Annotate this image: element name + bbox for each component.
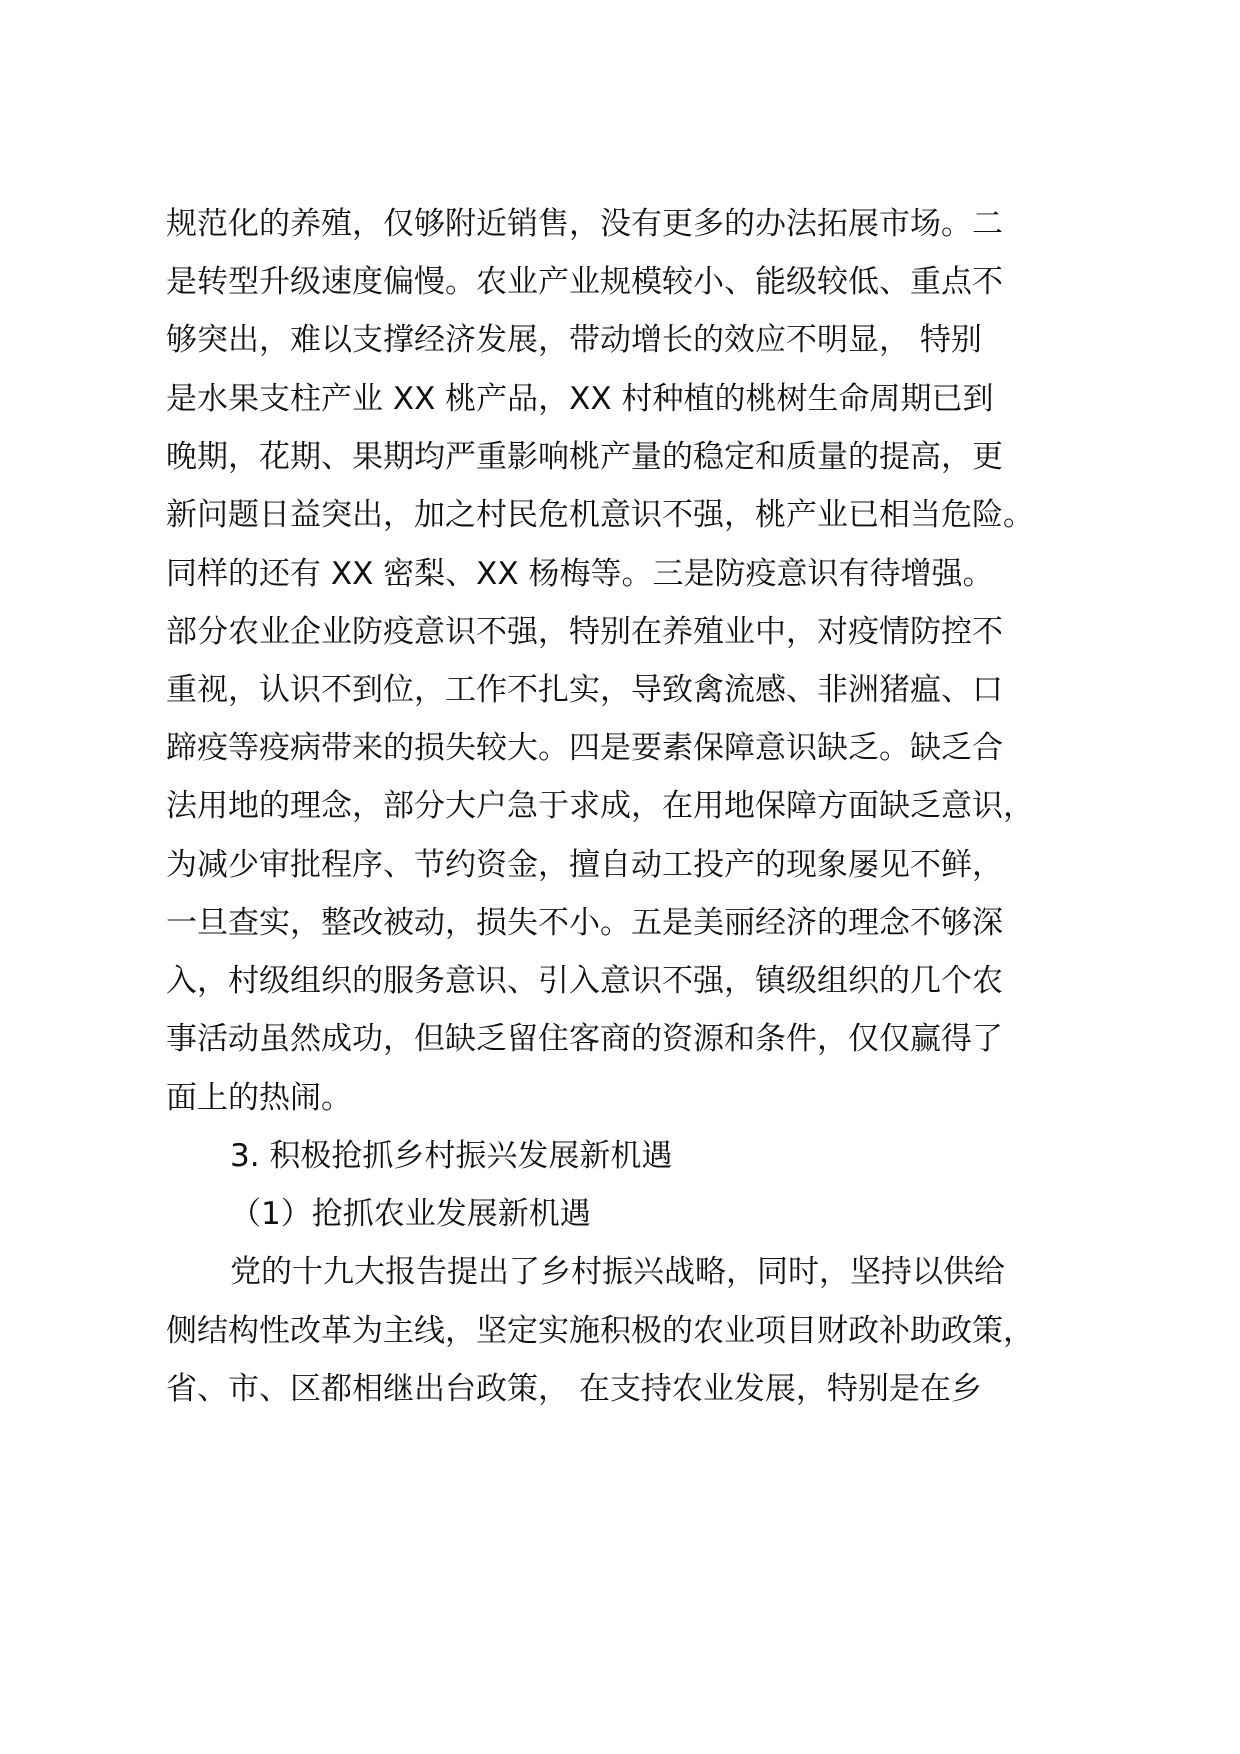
text-line: 同样的还有 XX 密梨、XX 杨梅等。三是防疫意识有待增强。 (166, 556, 994, 592)
text-line: 是转型升级速度偏慢。农业产业规模较小、能级较低、重点不 (166, 264, 1003, 300)
text-line: 省、市、区都相继出台政策， 在支持农业发展，特别是在乡 (166, 1371, 982, 1407)
text-line: 为减少审批程序、节约资金，擅自动工投产的现象屡见不鲜， (166, 847, 1003, 883)
text-line: 侧结构性改革为主线，坚定实施积极的农业项目财政补助政策， (166, 1313, 1034, 1349)
text-line: 重视，认识不到位，工作不扎实，导致禽流感、非洲猪瘟、口 (166, 672, 1003, 708)
text-line: 新问题日益突出，加之村民危机意识不强，桃产业已相当危险。 (166, 497, 1034, 533)
text-line: 规范化的养殖，仅够附近销售，没有更多的办法拓展市场。二 (166, 206, 1003, 242)
text-line: 入，村级组织的服务意识、引入意识不强，镇级组织的几个农 (166, 963, 1003, 999)
text-line: 部分农业企业防疫意识不强，特别在养殖业中，对疫情防控不 (166, 614, 1003, 650)
section-heading: 3. 积极抢抓乡村振兴发展新机遇 (230, 1138, 673, 1174)
text-line: 事活动虽然成功，但缺乏留住客商的资源和条件，仅仅赢得了 (166, 1021, 1003, 1057)
text-line: 面上的热闹。 (166, 1080, 352, 1116)
subsection-heading: （1）抢抓农业发展新机遇 (230, 1196, 591, 1232)
text-line: 晚期，花期、果期均严重影响桃产量的稳定和质量的提高，更 (166, 439, 1003, 475)
text-line: 一旦查实，整改被动，损失不小。五是美丽经济的理念不够深 (166, 905, 1003, 941)
text-line: 法用地的理念，部分大户急于求成，在用地保障方面缺乏意识， (166, 788, 1034, 824)
text-line: 党的十九大报告提出了乡村振兴战略，同时，坚持以供给 (230, 1254, 1005, 1290)
text-line: 够突出，难以支撑经济发展，带动增长的效应不明显， 特别 (166, 322, 982, 358)
text-line: 蹄疫等疫病带来的损失较大。四是要素保障意识缺乏。缺乏合 (166, 730, 1003, 766)
text-line: 是水果支柱产业 XX 桃产品，XX 村种植的桃树生命周期已到 (166, 381, 994, 417)
